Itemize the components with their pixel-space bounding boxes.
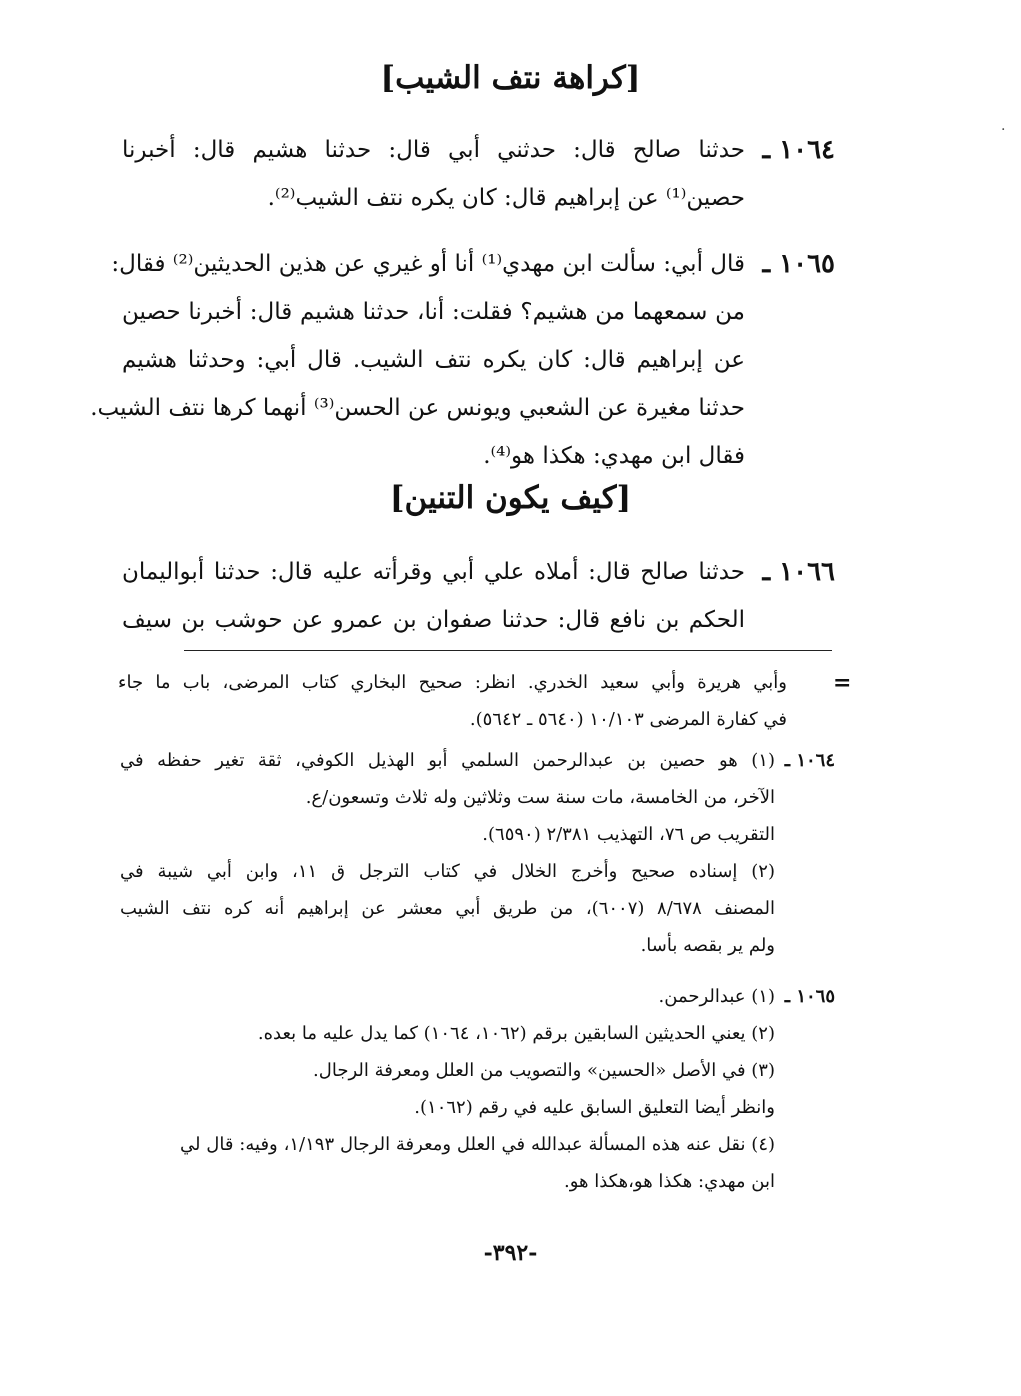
footnote-line: الآخر، من الخامسة، مات سنة ست وثلاثين وله ثلاث وتسعون/ع. [305,787,775,808]
margin-mark: . [1001,118,1006,134]
entry-number: ١٠٦٤ ـ [762,135,835,165]
entry-text [90,240,745,480]
footnote-line: ابن مهدي: هكذا هو،هكذا هو. [563,1171,775,1192]
footnote-group-1065 [180,978,835,1218]
entry-text [122,126,745,222]
footnote-line: وانظر أيضا التعليق السابق عليه في رقم (١٠٦٢). [414,1097,775,1118]
footnote-line: (٤) نقل عنه هذه المسألة عبدالله في العلل ومعرفة الرجال ١/١٩٣، وفيه: قال لي [180,1134,776,1155]
text-line: من سمعهما من هشيم؟ فقلت: أنا، حدثنا هشيم قال: أخبرنا حصين [122,299,745,325]
footnote-line: وأبي هريرة وأبي سعيد الخدري. انظر: صحيح البخاري كتاب المرضى، باب ما جاء [118,672,787,693]
text-line: قال أبي: سألت ابن مهدي⁽¹⁾ أنا أو غيري عن هذين الحديثين⁽²⁾ فقال: [111,251,745,277]
footnote-line: التقريب ص ٧٦، التهذيب ٢/٣٨١ (٦٥٩٠). [482,824,775,845]
footnote-group-1064 [120,742,835,978]
text-line: حدثنا صالح قال: أملاه علي أبي وقرأته عليه قال: حدثنا أبواليمان [122,559,745,585]
footnote-items [180,978,775,1200]
text-line: حصين⁽¹⁾ عن إبراهيم قال: كان يكره نتف الشيب⁽²⁾. [267,185,745,211]
text-line: حدثنا مغيرة عن الشعبي ويونس عن الحسن⁽³⁾ أنهما كرها نتف الشيب. [90,395,745,421]
footnote-items [120,742,775,964]
entry-number: ١٠٦٦ ـ [762,557,835,587]
footnote-group-number: ١٠٦٤ ـ [784,750,835,771]
text-line: حدثنا صالح قال: حدثني أبي قال: حدثنا هشيم قال: أخبرنا [122,137,745,163]
entry-1065 [90,240,835,480]
footnote-line: (١) هو حصين بن عبدالرحمن السلمي أبو الهذيل الكوفي، ثقة تغير حفظه في [120,750,775,771]
footnote-line: (٢) إسناده صحيح وأخرج الخلال في كتاب الترجل ق ١١، وابن أبي شيبة في [120,861,775,882]
section-heading-1: [كراهة نتف الشيب] [380,60,641,96]
entry-1064 [122,126,835,222]
text-line: فقال ابن مهدي: هكذا هو⁽⁴⁾. [483,443,745,469]
footnote-continued [118,664,787,738]
footnote-line: في كفارة المرضى ١٠/١٠٣ (٥٦٤٠ ـ ٥٦٤٢). [469,709,787,730]
text-line: الحكم بن نافع قال: حدثنا صفوان بن عمرو عن حوشب بن سيف [122,607,745,633]
continuation-marker: = [833,670,852,696]
footnote-line: المصنف ٨/٦٧٨ (٦٠٠٧)، من طريق أبي معشر عن إبراهيم أنه كره نتف الشيب [120,898,775,919]
entry-number: ١٠٦٥ ـ [762,249,835,279]
footnote-line: ولم ير بقصه بأسا. [640,935,775,956]
footnote-group-number: ١٠٦٥ ـ [784,986,835,1007]
text-line: عن إبراهيم قال: كان يكره نتف الشيب. قال أبي: وحدثنا هشيم [122,347,745,373]
entry-text [122,548,745,644]
entry-1066 [122,548,835,644]
footnote-divider [184,650,832,651]
footnote-line: (٢) يعني الحديثين السابقين برقم (١٠٦٢، ١٠٦٤) كما يدل عليه ما بعده. [257,1023,775,1044]
page-number: -٣٩٢- [483,1240,538,1266]
section-heading-2: [كيف يكون التنين] [389,480,632,516]
footnote-line: (١) عبدالرحمن. [658,986,775,1007]
footnote-line: (٣) في الأصل «الحسين» والتصويب من العلل ومعرفة الرجال. [313,1060,775,1081]
